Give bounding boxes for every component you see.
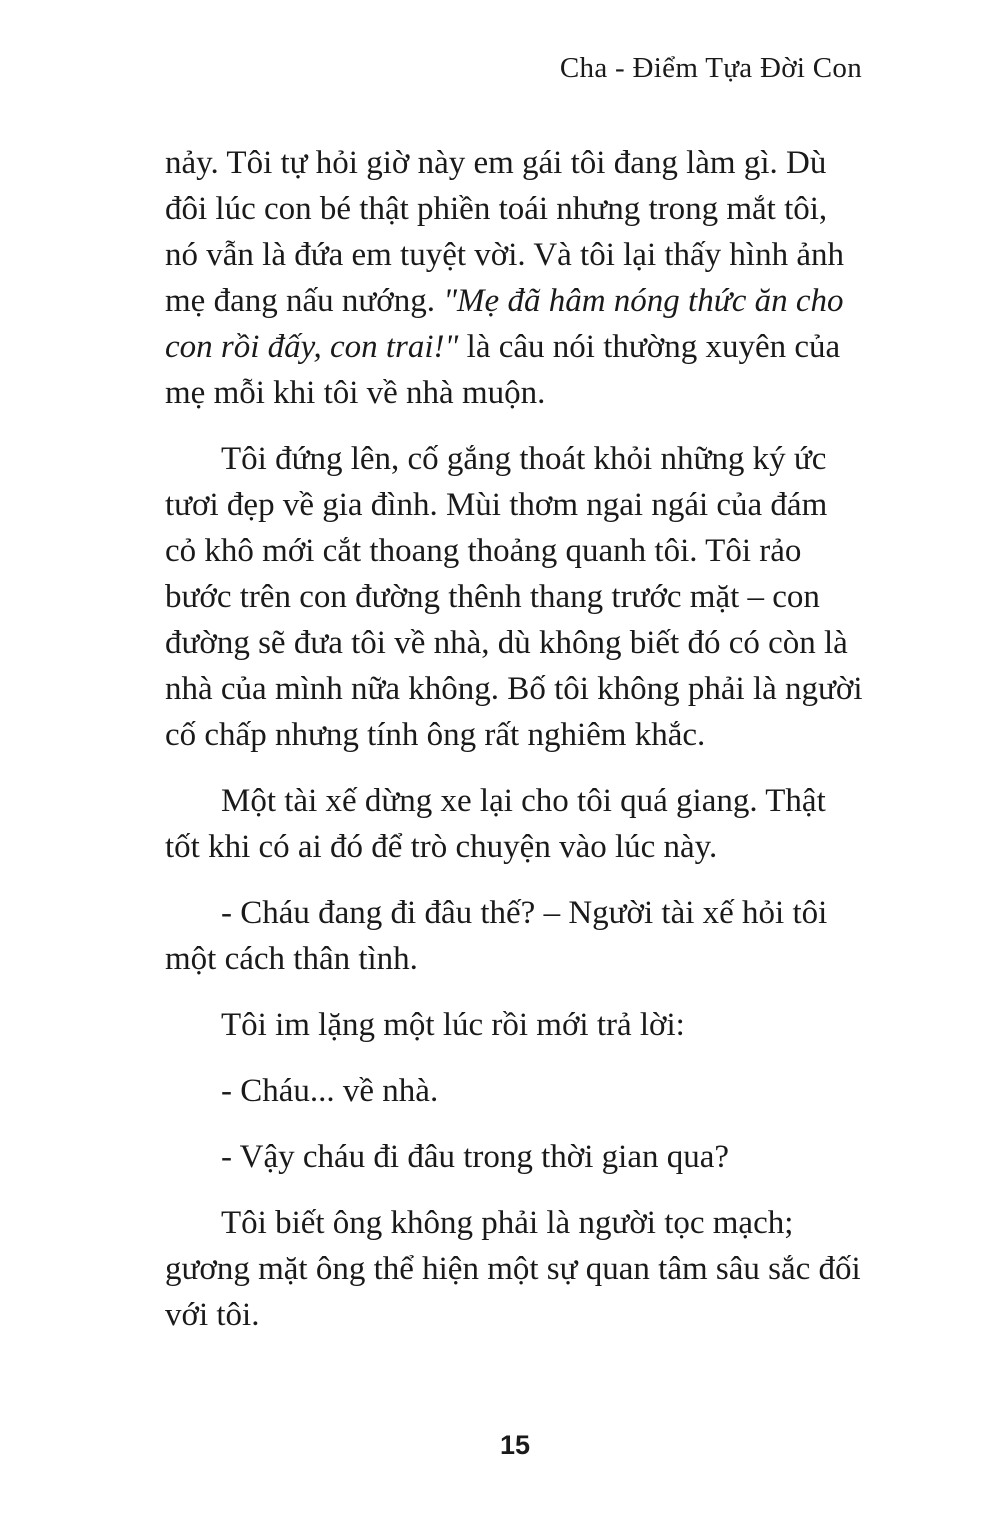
paragraph-7-dialogue: - Vậy cháu đi đâu trong thời gian qua? — [221, 1139, 730, 1175]
running-header: Cha - Điểm Tựa Đời Con — [559, 52, 862, 84]
paragraph-3: Một tài xế dừng xe lại cho tôi quá giang. Thật tốt khi có ai đó để trò chuyện vào lúc này. — [165, 783, 826, 865]
paragraph-1-text-b: là câu nói thường xuyên của mẹ mỗi khi tôi về nhà muộn. — [165, 329, 841, 411]
paragraph-5: Tôi im lặng một lúc rồi mới trả lời: — [221, 1007, 685, 1043]
paragraph-4-dialogue: - Cháu đang đi đâu thế? – Người tài xế hỏi tôi một cách thân tình. — [165, 895, 828, 977]
paragraph-2: Tôi đứng lên, cố gắng thoát khỏi những ký ức tươi đẹp về gia đình. Mùi thơm ngai ngái của đám cỏ khô mới cắt thoang thoảng quanh tôi. Tôi rảo bước trên con đường thênh thang trước mặt – con đường sẽ đưa tôi về nhà, dù không biết đó có còn là nhà của mình nữa không. Bố tôi không phải là người cố chấp nhưng tính ông rất nghiêm khắc. — [165, 441, 863, 753]
paragraph-1 — [165, 140, 865, 416]
mother-quote: "Mẹ đã hâm nóng thức ăn cho con rồi đấy, con trai!" — [165, 283, 844, 365]
page-number: 15 — [499, 1430, 531, 1460]
paragraph-8: Tôi biết ông không phải là người tọc mạch; gương mặt ông thể hiện một sự quan tâm sâu sắc đối với tôi. — [165, 1205, 861, 1333]
paragraph-6-dialogue: - Cháu... về nhà. — [221, 1073, 439, 1109]
body-text — [165, 140, 865, 1358]
paragraph-1-text-a: nảy. Tôi tự hỏi giờ này em gái tôi đang làm gì. Dù đôi lúc con bé thật phiền toái nhưng trong mắt tôi, nó vẫn là đứa em tuyệt vời. Và tôi lại thấy hình ảnh mẹ đang nấu nướng. — [165, 145, 844, 319]
